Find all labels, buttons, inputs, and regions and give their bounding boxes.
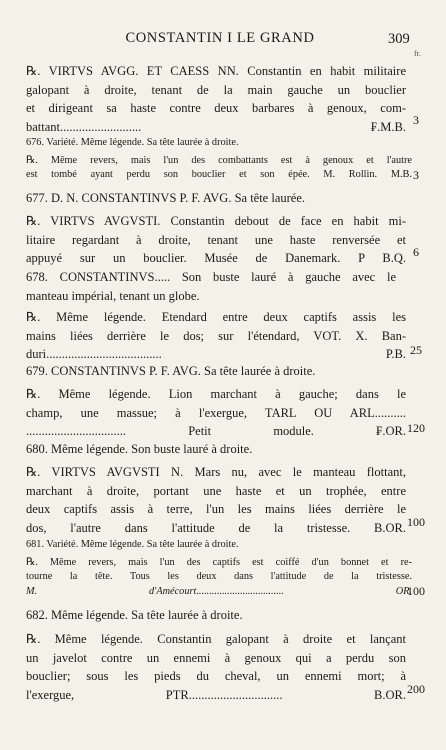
text-line: 679. CONSTANTINVS P. F. AVG. Sa tête laurée à droite. xyxy=(26,364,316,378)
coin-entry-680 xyxy=(26,440,396,459)
text-line: marchant à droite, portant une haste et un trophée, entre xyxy=(26,483,406,498)
reverse-entry xyxy=(26,385,406,441)
coin-entry-676 xyxy=(26,136,396,150)
rarity-value: 6 xyxy=(413,245,419,259)
rarity-value: 200 xyxy=(407,682,425,696)
rarity-value: 100 xyxy=(407,584,425,598)
reverse-entry xyxy=(26,154,412,183)
text-line: mains liées derrière le dos; sur l'étendard, VOT. X. Ban- xyxy=(26,328,406,343)
text-line: ℞. VIRTVS AVGVSTI N. Mars nu, avec le manteau flottant, xyxy=(26,465,406,479)
reverse-entry xyxy=(26,463,406,537)
text-line: ℞. Même légende. Constantin galopant à droite et lançant xyxy=(26,632,406,646)
text-line: tourne la tête. Tous les deux dans l'attitude de la tristesse. xyxy=(26,571,412,583)
text-line: duri..................................... P.B. xyxy=(26,347,406,361)
text-line: ℞. Même légende. Lion marchant à gauche; dans le xyxy=(26,387,406,401)
text-line: bouclier; sous les pieds du cheval, un ennemi mort; à xyxy=(26,669,406,683)
text-line: est tombé ayant perdu son bouclier et son épée. M. Rollin. M.B. xyxy=(26,169,412,181)
coin-entry-677 xyxy=(26,189,396,208)
coin-entry-678 xyxy=(26,268,396,305)
text-line: ℞. Même légende. Etendard entre deux captifs assis les xyxy=(26,310,406,324)
rarity-value: 25 xyxy=(410,343,422,357)
text-line: ................................ Petit module. ₣.OR. xyxy=(26,424,406,438)
text-line: ℞. VIRTVS AVGG. ET CAESS NN. Constantin en habit militaire xyxy=(26,64,406,78)
rarity-value: 100 xyxy=(407,515,425,529)
text-line: appuyé sur un bouclier. Musée de Danemark. P B.Q. xyxy=(26,251,406,265)
rarity-value: 3 xyxy=(413,168,419,182)
text-line: 678. CONSTANTINVS..... Son buste lauré à gauche avec le xyxy=(26,270,396,284)
coin-entry-681 xyxy=(26,538,396,552)
coin-entry-682 xyxy=(26,606,396,625)
text-line: champ, une massue; à l'exergue, TARL OU ARL.......... xyxy=(26,405,406,420)
reverse-entry xyxy=(26,556,412,599)
reverse-entry xyxy=(26,308,406,364)
text-line: dos, l'autre dans l'attitude de la tristesse. B.OR. xyxy=(26,520,406,535)
page-header xyxy=(0,30,446,58)
coin-entry-679 xyxy=(26,362,396,381)
reverse-entry xyxy=(26,630,406,704)
text-line: M. d'Amécourt.................................. OR. xyxy=(26,585,412,597)
text-line: battant.......................... ₣.M.B. xyxy=(26,119,406,134)
text-line: 680. Même légende. Son buste lauré à droite. xyxy=(26,442,253,456)
text-line: 676. Variété. Même légende. Sa tête laurée à droite. xyxy=(26,137,239,148)
text-line: ℞. VIRTVS AVGVSTI. Constantin debout de face en habit mi- xyxy=(26,214,406,228)
text-line: galopant à droite, tenant de la main gauche un bouclier xyxy=(26,82,406,97)
running-title: CONSTANTIN I LE GRAND xyxy=(125,30,315,46)
text-line: litaire regardant à droite, tenant une haste renversée et xyxy=(26,232,406,247)
page-number: 309 xyxy=(388,31,410,47)
text-line: manteau impérial, tenant un globe. xyxy=(26,288,200,303)
text-line: ℞. Même revers, mais l'un des captifs est coiffé d'un bonnet et re- xyxy=(26,557,412,568)
text-line: 677. D. N. CONSTANTINVS P. F. AVG. Sa tête laurée. xyxy=(26,191,306,205)
corner-note: fr. xyxy=(414,49,421,58)
text-line: l'exergue, PTR.............................. B.OR. xyxy=(26,687,406,702)
rarity-value: 3 xyxy=(413,113,419,127)
text-line: et dirigeant sa haste contre deux barbares à genoux, com- xyxy=(26,101,406,115)
text-line: 682. Même légende. Sa tête laurée à droite. xyxy=(26,608,243,622)
rarity-value: 120 xyxy=(407,421,425,435)
text-line: deux captifs assis à terre, l'un les mains liées derrière le xyxy=(26,502,406,516)
reverse-entry xyxy=(26,212,406,268)
reverse-entry xyxy=(26,62,406,136)
text-line: ℞. Même revers, mais l'un des combattants est à genoux et l'autre xyxy=(26,155,412,166)
text-line: un javelot contre un ennemi à genoux qui a perdu son xyxy=(26,650,406,665)
text-line: 681. Variété. Même légende. Sa tête laurée à droite. xyxy=(26,539,239,550)
